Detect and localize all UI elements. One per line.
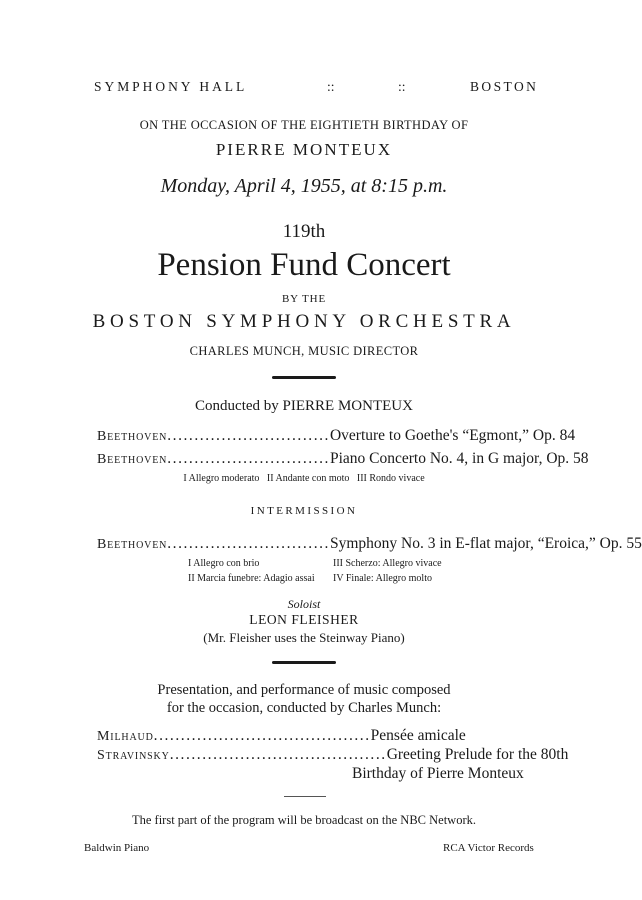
presentation-text: Presentation, and performance of music composed — [157, 682, 451, 698]
venue-name: SYMPHONY HALL — [94, 79, 248, 94]
soloist-name: LEON FLEISHER — [249, 612, 359, 627]
venue-city: BOSTON — [470, 79, 539, 94]
work-title: Greeting Prelude for the 80th — [386, 746, 569, 763]
work-title: Overture to Goethe's “Egmont,” Op. 84 — [329, 427, 576, 444]
work-title-continued: Birthday of Pierre Monteux — [352, 765, 524, 782]
program-item — [97, 727, 545, 745]
concerto-movements: I Allegro moderato II Andante con moto III Rondo vivace — [183, 473, 425, 484]
symphony-movement: IV Finale: Allegro molto — [333, 573, 432, 584]
leader-dots: .............................. — [167, 535, 330, 552]
work-title: Pensée amicale — [370, 727, 466, 744]
presentation-text: for the occasion, conducted by Charles Munch: — [166, 700, 442, 716]
concert-datetime: Monday, April 4, 1955, at 8:15 p.m. — [160, 175, 448, 197]
footer-sponsor: Baldwin Piano — [84, 842, 150, 854]
ornamental-rule — [272, 376, 336, 379]
program-item — [97, 746, 569, 764]
symphony-movement: II Marcia funebre: Adagio assai — [188, 573, 315, 584]
leader-dots: ........................................ — [169, 746, 387, 763]
leader-dots: .............................. — [167, 427, 330, 444]
concert-number: 119th — [282, 221, 326, 242]
broadcast-note: The first part of the program will be broadcast on the NBC Network. — [131, 813, 476, 827]
composer-name: Beethoven — [97, 429, 168, 444]
program-item — [97, 535, 642, 553]
composer-name: Beethoven — [97, 452, 168, 467]
occasion-line: ON THE OCCASION OF THE EIGHTIETH BIRTHDAY OF — [139, 118, 469, 132]
ornamental-rule — [272, 661, 336, 664]
by-the-label: BY THE — [281, 293, 327, 305]
composer-name: Beethoven — [97, 537, 168, 552]
composer-name: Milhaud — [97, 729, 154, 744]
soloist-label: Soloist — [287, 597, 321, 611]
leader-dots: ........................................ — [153, 727, 371, 744]
program-item — [97, 450, 589, 468]
intermission-label: INTERMISSION — [250, 505, 358, 517]
symphony-movement: I Allegro con brio — [188, 558, 260, 569]
honoree-name: PIERRE MONTEUX — [215, 140, 393, 159]
soloist-note: (Mr. Fleisher uses the Steinway Piano) — [203, 630, 405, 645]
orchestra-name: BOSTON SYMPHONY ORCHESTRA — [92, 311, 516, 332]
program-item — [97, 427, 576, 445]
header-separator: :: — [327, 79, 335, 94]
music-director: CHARLES MUNCH, MUSIC DIRECTOR — [189, 344, 419, 358]
footer-sponsor: RCA Victor Records — [443, 842, 534, 854]
divider-line — [284, 796, 326, 797]
work-title: Piano Concerto No. 4, in G major, Op. 58 — [329, 450, 589, 467]
concert-title: Pension Fund Concert — [157, 247, 451, 283]
header-separator: :: — [398, 79, 406, 94]
symphony-movement: III Scherzo: Allegro vivace — [333, 558, 442, 569]
leader-dots: .............................. — [167, 450, 330, 467]
composer-name: Stravinsky — [97, 748, 170, 763]
work-title: Symphony No. 3 in E-flat major, “Eroica,” Op. 55 — [329, 535, 642, 552]
conductor-line: Conducted by PIERRE MONTEUX — [195, 398, 413, 414]
